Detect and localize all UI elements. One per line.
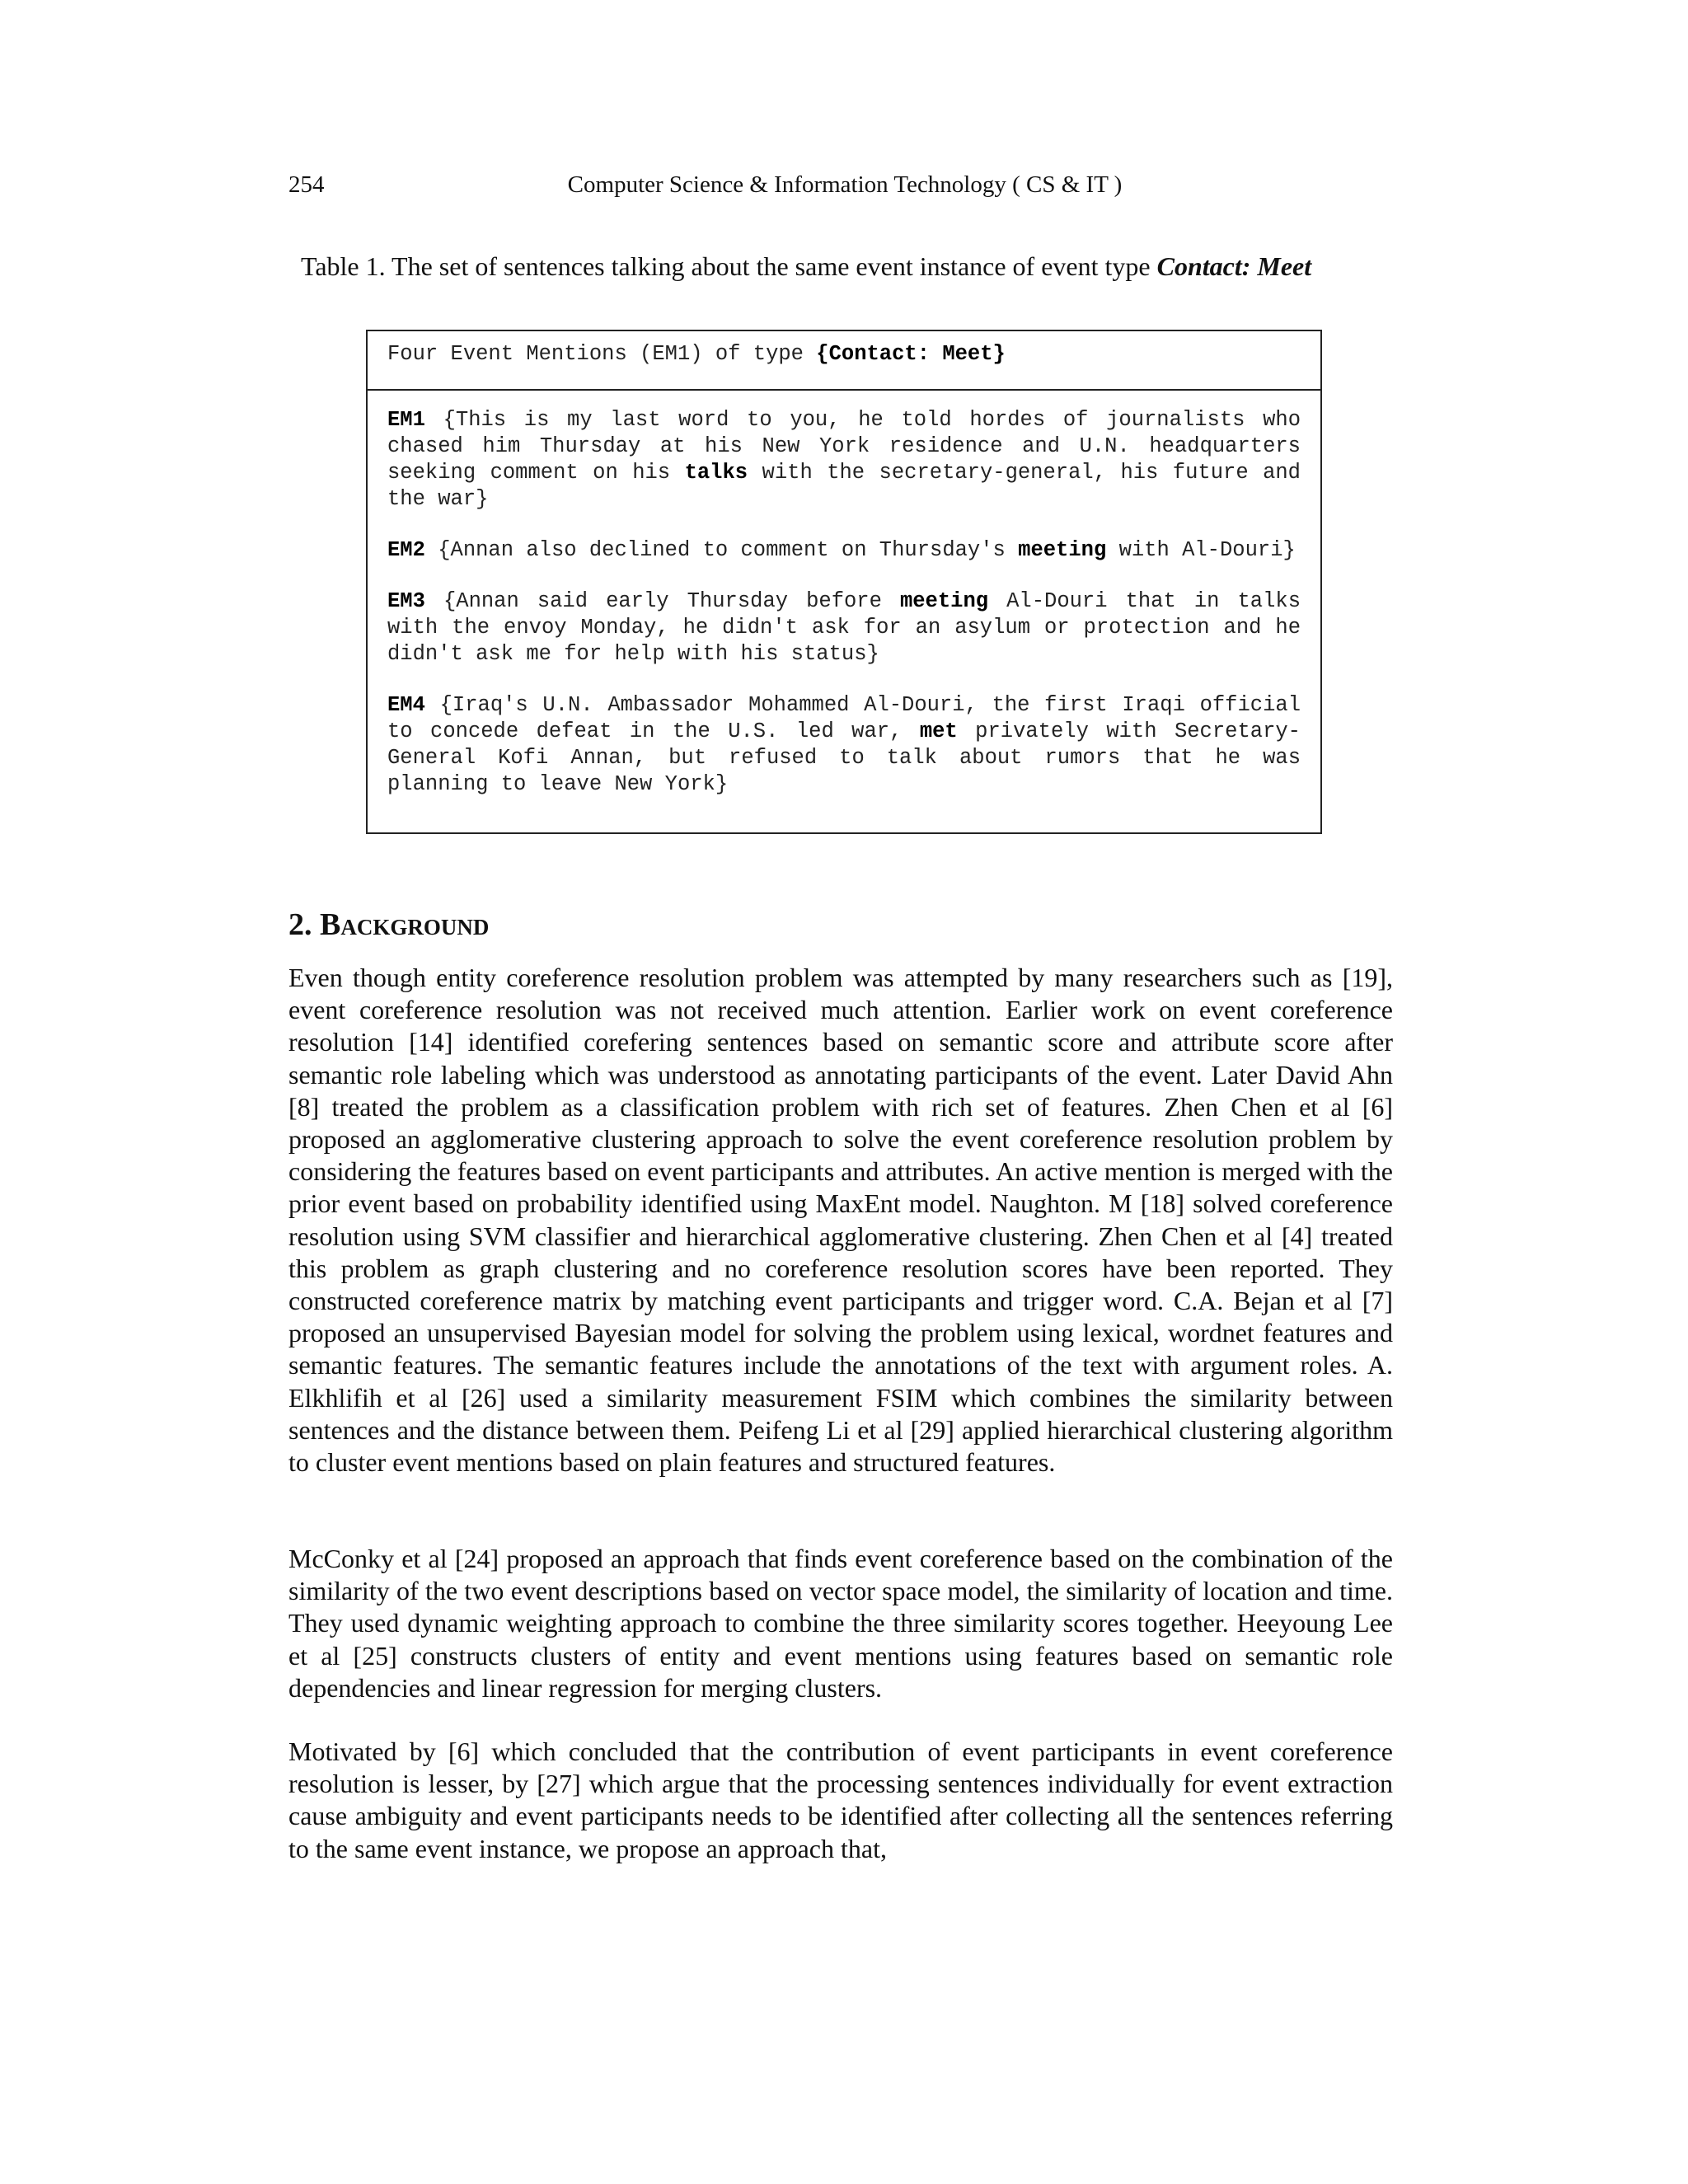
event-mention-em3 xyxy=(387,588,1301,668)
mention-text: {Annan also declined to comment on Thursday's xyxy=(424,538,1019,562)
section-number: 2. xyxy=(288,907,320,942)
page-number: 254 xyxy=(288,171,325,198)
body-paragraph: Motivated by [6] which concluded that the contribution of event participants in event coreference resolution is lesser, by [27] which argue that the processing sentences individually for event extraction cause ambiguity and event participants needs to be identified after collecting all the sentences referring to the same event instance, we propose an approach that, xyxy=(288,1736,1393,1863)
table-caption-event-type: Contact: Meet xyxy=(1156,251,1312,281)
mention-trigger: met xyxy=(919,719,958,743)
section-title: Background xyxy=(320,907,490,942)
mention-text: {This is my last word to you, he told hordes of journalists who chased him Thursday at his New York residence and U.N. headquarters seeking comment on his xyxy=(387,408,1301,485)
mention-trigger: meeting xyxy=(899,589,989,613)
mention-label: EM2 xyxy=(387,538,425,562)
mention-label: EM4 xyxy=(387,693,425,717)
mention-text: privately with Secretary-General Kofi Annan, but refused to talk about rumors that he was planning to leave New York} xyxy=(387,719,1301,796)
table-body xyxy=(368,407,1320,798)
mention-label: EM1 xyxy=(387,408,425,432)
event-mention-em1 xyxy=(387,407,1301,513)
event-mention-em4 xyxy=(387,692,1301,798)
event-mention-em2 xyxy=(387,537,1301,564)
mention-text: Al-Douri that in talks with the envoy Monday, he didn't ask for an asylum or protection and he didn't ask me for help with his status} xyxy=(387,589,1301,666)
mention-text: {Iraq's U.N. Ambassador Mohammed Al-Douri, the first Iraqi official to concede defeat in the U.S. led war, xyxy=(387,693,1301,743)
page-header xyxy=(288,171,1401,204)
mention-trigger: talks xyxy=(684,461,748,485)
mention-label: EM3 xyxy=(387,589,425,613)
event-mentions-table xyxy=(366,330,1322,834)
table-header-type: {Contact: Meet} xyxy=(816,342,1006,366)
running-title: Computer Science & Information Technology ( CS & IT ) xyxy=(567,171,1123,198)
body-paragraph: Even though entity coreference resolution problem was attempted by many researchers such as [19], event coreference resolution was not received much attention. Earlier work on event coreference resolution [14] identified corefering sentences based on semantic score and attribute score after semantic role labeling which was understood as annotating participants of the event. Later David Ahn [8] treated the problem as a classification problem with rich set of features. Zhen Chen et al [6] proposed an agglomerative clustering approach to solve the event coreference resolution problem by considering the features based on event participants and attributes. An active mention is merged with the prior event based on probability identified using MaxEnt model. Naughton. M [18] solved coreference resolution using SVM classifier and hierarchical agglomerative clustering. Zhen Chen et al [4] treated this problem as graph clustering and no coreference resolution scores have been reported. They constructed coreference matrix by matching event participants and trigger word. C.A. Bejan et al [7] proposed an unsupervised Bayesian model for solving the problem using lexical, wordnet features and semantic features. The semantic features include the annotations of the text with argument roles. A. Elkhlifih et al [26] used a similarity measurement FSIM which combines the similarity between sentences and the distance between them. Peifeng Li et al [29] applied hierarchical clustering algorithm to cluster event mentions based on plain features and structured features. xyxy=(288,963,1393,1478)
table-caption xyxy=(301,251,1311,282)
table-header-text: Four Event Mentions (EM1) of type xyxy=(387,342,817,366)
mention-text: {Annan said early Thursday before xyxy=(424,589,900,613)
body-paragraph: McConky et al [24] proposed an approach that finds event coreference based on the combination of the similarity of the two event descriptions based on vector space model, the similarity of location and time. They used dynamic weighting approach to combine the three similarity scores together. Heeyoung Lee et al [25] constructs clusters of entity and event mentions using features based on semantic role dependencies and linear regression for merging clusters. xyxy=(288,1544,1393,1703)
table-header-row xyxy=(368,331,1320,391)
table-caption-text: Table 1. The set of sentences talking about the same event instance of event type xyxy=(301,251,1157,281)
mention-text: with Al-Douri} xyxy=(1106,538,1296,562)
mention-text: with the secretary-general, his future and the war} xyxy=(387,461,1301,511)
mention-trigger: meeting xyxy=(1018,538,1107,562)
section-heading xyxy=(288,907,489,943)
